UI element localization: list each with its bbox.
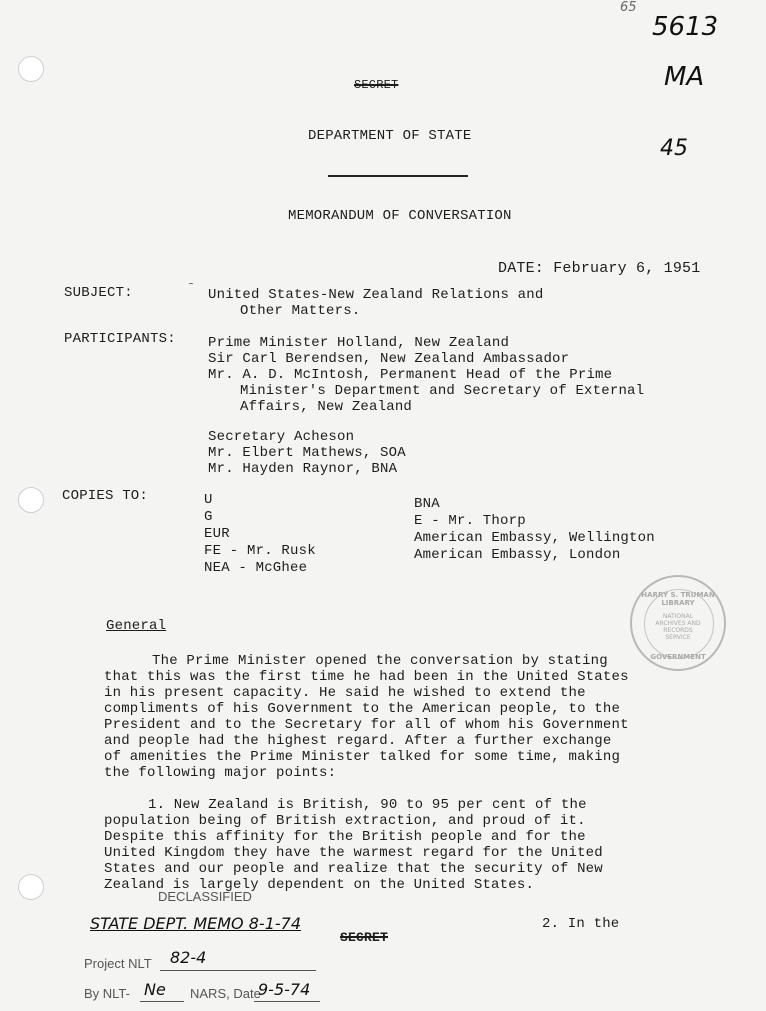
paragraph-general bbox=[104, 653, 629, 781]
subject-line: United States-New Zealand Relations and bbox=[208, 287, 544, 303]
participants-group-1 bbox=[208, 335, 644, 415]
subject-line: Other Matters. bbox=[240, 303, 361, 319]
participant-line: Mr. Elbert Mathews, SOA bbox=[208, 445, 406, 461]
paragraph-line: States and our people and realize that the security of New bbox=[104, 861, 603, 877]
paragraph-line: population being of British extraction, and proud of it. bbox=[104, 813, 586, 829]
by-value-line bbox=[140, 1001, 184, 1002]
participants-label: PARTICIPANTS: bbox=[64, 331, 176, 347]
project-value-line bbox=[160, 970, 316, 971]
participant-line: Affairs, New Zealand bbox=[240, 399, 413, 415]
nars-label: NARS, Date bbox=[190, 986, 261, 1001]
date-line bbox=[498, 260, 700, 277]
copy-recipient: American Embassy, Wellington bbox=[414, 530, 655, 546]
participant-line: Mr. Hayden Raynor, BNA bbox=[208, 461, 398, 477]
punch-hole-top bbox=[18, 56, 44, 82]
copy-recipient: U bbox=[204, 492, 213, 508]
participant-line: Mr. A. D. McIntosh, Permanent Head of the Prime bbox=[208, 367, 613, 383]
copy-recipient: FE - Mr. Rusk bbox=[204, 543, 316, 559]
participant-line: Minister's Department and Secretary of External bbox=[240, 383, 645, 399]
paragraph-line: of amenities the Prime Minister talked for some time, making bbox=[104, 749, 621, 765]
archive-mark-small: 65 bbox=[620, 0, 637, 15]
classification-bottom: SECRET bbox=[340, 930, 389, 945]
copy-recipient: EUR bbox=[204, 526, 230, 542]
subject-label: SUBJECT: bbox=[64, 285, 133, 301]
classification-top: SECRET bbox=[354, 78, 399, 92]
participant-line: Sir Carl Berendsen, New Zealand Ambassador bbox=[208, 351, 570, 367]
copies-left-list bbox=[204, 492, 316, 577]
participant-line: Prime Minister Holland, New Zealand bbox=[208, 335, 510, 351]
paragraph-line: in his present capacity. He said he wished to extend the bbox=[104, 685, 586, 701]
subject-bullet-mark: ˜ bbox=[188, 283, 195, 294]
paragraph-line: The Prime Minister opened the conversation by stating bbox=[152, 653, 608, 669]
header-divider bbox=[328, 175, 468, 177]
seal-top-text: HARRY S. TRUMAN LIBRARY bbox=[641, 591, 715, 607]
paragraph-line: 1. New Zealand is British, 90 to 95 per cent of the bbox=[148, 797, 587, 813]
nars-date: 9-5-74 bbox=[258, 980, 311, 999]
declass-authority: STATE DEPT. MEMO 8-1-74 bbox=[90, 914, 301, 933]
paragraph-line: that this was the first time he had been in the United States bbox=[104, 669, 629, 685]
paragraph-line: United Kingdom they have the warmest regard for the United bbox=[104, 845, 603, 861]
copy-recipient: American Embassy, London bbox=[414, 547, 621, 563]
seal-bottom-text: GOVERNMENT bbox=[650, 653, 706, 661]
date-label: DATE: bbox=[498, 260, 545, 277]
participant-line: Secretary Acheson bbox=[208, 429, 355, 445]
paragraph-line: and people had the highest regard. After a further exchange bbox=[104, 733, 612, 749]
seal-middle-line: NATIONAL bbox=[662, 613, 694, 620]
by-label: By NLT- bbox=[84, 986, 130, 1001]
project-value: 82-4 bbox=[170, 948, 207, 967]
punch-hole-middle bbox=[18, 487, 44, 513]
seal-middle-line: RECORDS bbox=[663, 627, 693, 634]
participants-group-2 bbox=[208, 429, 406, 477]
copy-recipient: E - Mr. Thorp bbox=[414, 513, 526, 529]
paragraph-line: the following major points: bbox=[104, 765, 337, 781]
copy-recipient: NEA - McGhee bbox=[204, 560, 308, 576]
paragraph-line: President and to the Secretary for all of whom his Government bbox=[104, 717, 629, 733]
paragraph-line: compliments of his Government to the American people, to the bbox=[104, 701, 621, 717]
seal-middle-text bbox=[632, 613, 724, 641]
copies-right-list bbox=[414, 496, 655, 564]
section-heading: General bbox=[106, 618, 167, 634]
continuation-text: 2. In the bbox=[542, 916, 620, 932]
copy-recipient: BNA bbox=[414, 496, 440, 512]
archive-page-ref: 45 bbox=[660, 136, 688, 161]
date-value: February 6, 1951 bbox=[553, 260, 701, 277]
nars-date-line bbox=[254, 1001, 320, 1002]
copies-label: COPIES TO: bbox=[62, 488, 149, 504]
memo-type-title: MEMORANDUM OF CONVERSATION bbox=[288, 208, 512, 224]
by-value: Ne bbox=[144, 980, 166, 999]
punch-hole-bottom bbox=[18, 874, 44, 900]
paragraph-line: Zealand is largely dependent on the United States. bbox=[104, 877, 535, 893]
paragraph-point-1 bbox=[104, 797, 603, 893]
copy-recipient: G bbox=[204, 509, 213, 525]
declassified-stamp: DECLASSIFIED bbox=[158, 889, 252, 904]
subject-text bbox=[208, 287, 543, 319]
library-seal-stamp bbox=[630, 575, 726, 671]
paragraph-line: Despite this affinity for the British people and for the bbox=[104, 829, 586, 845]
archive-doc-number: 5613 bbox=[652, 12, 719, 42]
archive-initials: MA bbox=[664, 62, 705, 92]
project-label: Project NLT bbox=[84, 956, 152, 971]
department-title: DEPARTMENT OF STATE bbox=[308, 128, 472, 144]
seal-middle-line: ARCHIVES AND bbox=[655, 620, 701, 627]
seal-middle-line: SERVICE bbox=[665, 634, 691, 641]
